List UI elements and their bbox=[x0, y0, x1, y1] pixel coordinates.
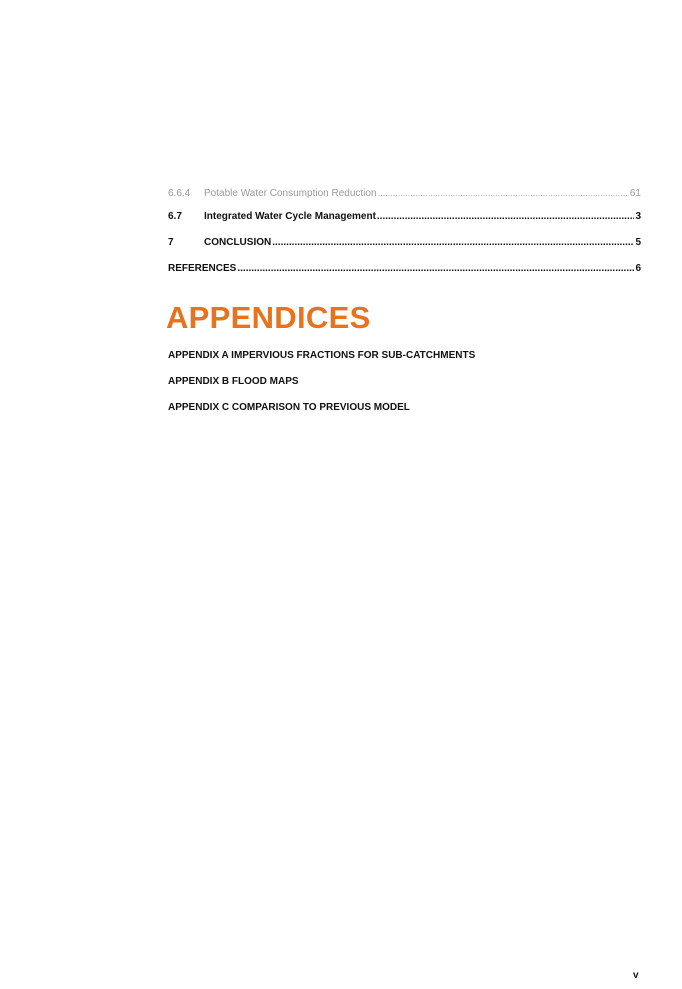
toc-entry-title: Integrated Water Cycle Management bbox=[204, 211, 376, 222]
toc-entry-6-7[interactable] bbox=[168, 211, 641, 223]
appendix-a-link[interactable]: APPENDIX A IMPERVIOUS FRACTIONS FOR SUB-CATCHMENTS bbox=[168, 350, 476, 361]
toc-entry-title: Potable Water Consumption Reduction bbox=[204, 188, 377, 199]
toc-entry-number: 6.7 bbox=[168, 211, 182, 222]
toc-dot-leader bbox=[378, 188, 629, 200]
toc-entry-7[interactable] bbox=[168, 237, 641, 249]
toc-dot-leader bbox=[377, 211, 635, 223]
appendix-b-link[interactable]: APPENDIX B FLOOD MAPS bbox=[168, 376, 299, 387]
toc-entry-title: CONCLUSION bbox=[204, 237, 272, 248]
toc-entry-page: 3 bbox=[635, 211, 641, 222]
toc-entry-page: 6 bbox=[635, 263, 641, 274]
toc-entry-number: 7 bbox=[168, 237, 174, 248]
toc-dot-leader bbox=[272, 237, 634, 249]
appendices-heading: APPENDICES bbox=[166, 300, 371, 335]
appendix-c-link[interactable]: APPENDIX C COMPARISON TO PREVIOUS MODEL bbox=[168, 402, 410, 413]
toc-entry-page: 5 bbox=[635, 237, 641, 248]
page-number: v bbox=[633, 970, 639, 981]
toc-entry-6-6-4[interactable] bbox=[168, 188, 641, 200]
toc-entry-number: 6.6.4 bbox=[168, 188, 191, 199]
toc-dot-leader bbox=[237, 263, 634, 275]
toc-entry-references[interactable] bbox=[168, 263, 641, 275]
toc-entry-page: 61 bbox=[629, 188, 641, 199]
toc-entry-title: REFERENCES bbox=[168, 263, 237, 274]
